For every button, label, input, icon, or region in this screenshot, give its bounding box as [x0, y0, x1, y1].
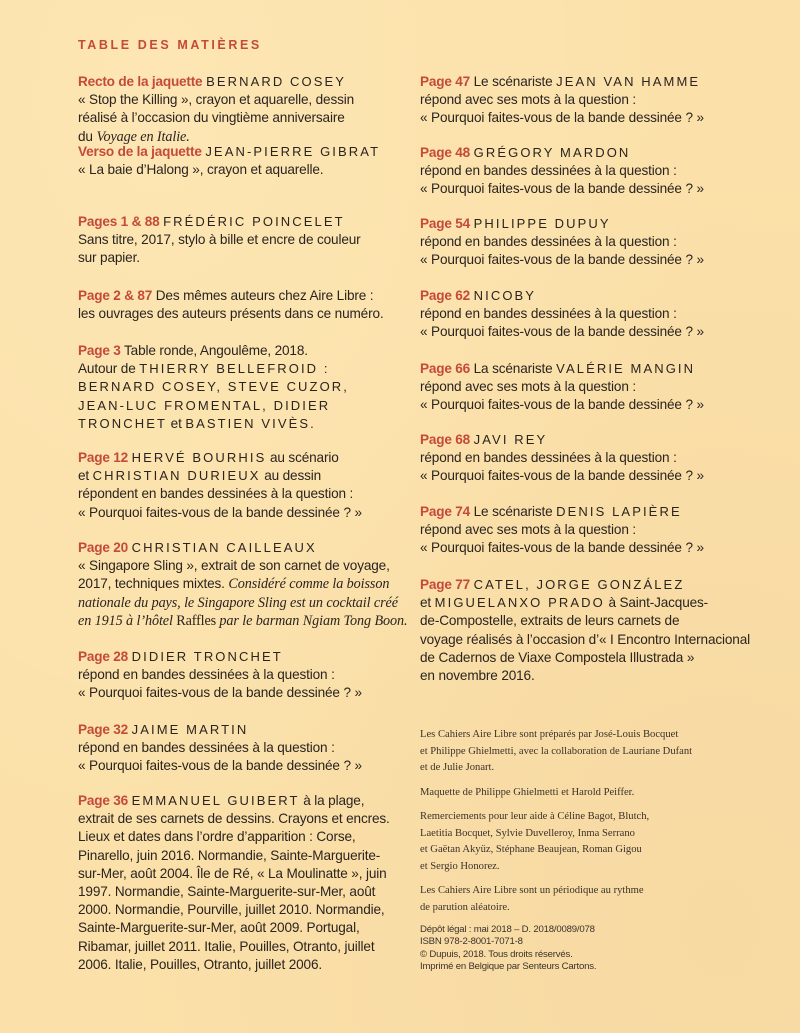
entry-text: répond en bandes dessinées à la question :: [78, 740, 335, 756]
entry-text: « Stop the Killing », crayon et aquarelle, dessin: [78, 92, 355, 108]
colophon-line: et Sergio Honorez.: [420, 860, 500, 872]
page-ref: Page 77: [420, 577, 470, 592]
entry-text: de Cadernos de Viaxe Compostela Illustrada »: [420, 649, 695, 665]
entry-text: Pinarello, juin 2016. Normandie, Sainte-Marguerite-: [78, 847, 381, 863]
entry-text: « Pourquoi faites-vous de la bande dessinée ? »: [78, 758, 362, 774]
author-name: VALÉRIE MANGIN: [556, 361, 696, 376]
entry-italic-text: Considéré comme la boisson: [228, 576, 390, 593]
page-ref: Page 36: [78, 793, 128, 808]
author-name: JAIME MARTIN: [131, 722, 249, 737]
author-name: JEAN VAN HAMME: [556, 74, 701, 89]
entry-text: extrait de ses carnets de dessins. Crayons et encres.: [78, 811, 390, 827]
toc-entry-page-77: [420, 576, 750, 685]
toc-entry-verso: [78, 143, 380, 179]
entry-text: répond en bandes dessinées à la question :: [420, 163, 677, 179]
page-ref: Page 74: [420, 504, 470, 519]
entry-text: et: [78, 468, 93, 484]
colophon-line: et Philippe Ghielmetti, avec la collaboration de Lauriane Dufant: [420, 745, 693, 757]
author-name: JEAN-PIERRE GIBRAT: [205, 144, 381, 159]
colophon-line: et de Julie Jonart.: [420, 762, 495, 773]
entry-text: « Pourquoi faites-vous de la bande dessinée ? »: [420, 181, 704, 197]
entry-italic-text: en 1915 à l’hôtel: [78, 612, 177, 629]
legal-deposit: Dépôt légal : mai 2018 – D. 2018/0089/078: [420, 924, 595, 935]
colophon-line: Laetitia Bocquet, Sylvie Duvelleroy, Inma Serrano: [420, 827, 635, 839]
entry-text: à la plage,: [299, 793, 365, 808]
entry-text: Le scénariste: [470, 504, 557, 519]
page-ref: Recto de la jaquette: [78, 74, 203, 89]
entry-text: 2017, techniques mixtes.: [78, 576, 229, 592]
entry-text: et: [167, 415, 186, 431]
colophon-line: Maquette de Philippe Ghielmetti et Harold Peiffer.: [420, 786, 635, 798]
author-name: CHRISTIAN CAILLEAUX: [131, 540, 317, 555]
toc-entry-page-12: [78, 449, 362, 522]
toc-entry-page-36: [78, 792, 390, 974]
entry-text: « Pourquoi faites-vous de la bande dessinée ? »: [78, 504, 362, 520]
entry-text: répond avec ses mots à la question :: [420, 522, 637, 538]
author-name: CHRISTIAN DURIEUX: [92, 468, 261, 484]
page-ref: Page 28: [78, 649, 128, 664]
entry-text: 1997. Normandie, Sainte-Marguerite-sur-Mer, août: [78, 884, 376, 900]
toc-entry-page-3: [78, 342, 349, 433]
page-ref: Page 62: [420, 288, 470, 303]
author-name: MIGUELANXO PRADO: [434, 595, 605, 611]
page-ref: Page 32: [78, 722, 128, 737]
entry-text: répond avec ses mots à la question :: [420, 92, 637, 108]
author-name: DENIS LAPIÈRE: [556, 504, 682, 519]
printer: Imprimé en Belgique par Senteurs Cartons.: [420, 961, 597, 973]
author-name: GRÉGORY MARDON: [473, 145, 631, 160]
entry-text: « Pourquoi faites-vous de la bande dessinée ? »: [420, 324, 704, 340]
page-ref: Page 54: [420, 216, 470, 231]
entry-text: 2006. Italie, Pouilles, Otranto, juillet 2006.: [78, 956, 322, 972]
colophon-line: Les Cahiers Aire Libre sont un périodique au rythme: [420, 885, 644, 896]
author-name: BASTIEN VIVÈS.: [185, 415, 316, 431]
colophon-layout: [420, 785, 692, 802]
entry-text: 2000. Normandie, Pourville, juillet 2010. Normandie,: [78, 902, 385, 918]
entry-text: répond avec ses mots à la question :: [420, 379, 637, 395]
author-names: JEAN-LUC FROMENTAL, DIDIER: [78, 397, 331, 413]
author-name: HERVÉ BOURHIS: [131, 450, 267, 465]
entry-text: Lieux et dates dans l’ordre d’apparition : Corse,: [78, 829, 356, 845]
colophon-thanks: [420, 809, 692, 875]
toc-entry-page-62: [420, 287, 704, 342]
page-ref: Page 20: [78, 540, 128, 555]
entry-text: répond en bandes dessinées à la question :: [420, 234, 677, 250]
author-name: JAVI REY: [473, 432, 548, 447]
colophon-line: de parution aléatoire.: [420, 901, 510, 913]
toc-entry-page-47: [420, 73, 704, 128]
author-name: PHILIPPE DUPUY: [473, 216, 611, 231]
entry-text: Des mêmes auteurs chez Aire Libre :: [155, 288, 374, 303]
entry-text: « Pourquoi faites-vous de la bande dessinée ? »: [420, 252, 704, 268]
toc-entry-page-66: [420, 360, 704, 415]
entry-text: La scénariste: [470, 361, 557, 376]
author-name: CATEL, JORGE GONZÁLEZ: [473, 577, 685, 592]
entry-text: au dessin: [260, 468, 322, 484]
entry-text: Autour de: [78, 361, 140, 377]
colophon-line: et Gaëtan Akyüz, Stéphane Beaujean, Roman Gigou: [420, 844, 642, 855]
entry-text: voyage réalisés à l’occasion d’« I Encontro Internacional: [420, 631, 750, 647]
entry-text: Le scénariste: [470, 74, 557, 89]
entry-text: « Pourquoi faites-vous de la bande dessinée ? »: [420, 397, 704, 413]
toc-entry-page-20: [78, 539, 407, 630]
entry-text: à Saint-Jacques-: [604, 595, 709, 611]
entry-text: « Singapore Sling », extrait de son carnet de voyage,: [78, 558, 390, 574]
entry-text: répond en bandes dessinées à la question :: [78, 667, 335, 683]
entry-text: réalisé à l’occasion du vingtième anniversaire: [78, 110, 345, 126]
isbn: ISBN 978-2-8001-7071-8: [420, 936, 523, 948]
author-names: BERNARD COSEY, STEVE CUZOR,: [78, 379, 350, 395]
toc-entry-recto: [78, 73, 354, 146]
entry-text: répond en bandes dessinées à la question :: [420, 450, 677, 466]
page-title: TABLE DES MATIÈRES: [78, 38, 262, 52]
toc-entry-page-74: [420, 503, 704, 558]
page-ref: Page 2 & 87: [78, 288, 153, 303]
page-ref: Pages 1 & 88: [78, 214, 160, 229]
work-title: Voyage en Italie.: [96, 128, 190, 145]
entry-text: Ribamar, juillet 2011. Italie, Pouilles, Otranto, juillet: [78, 938, 375, 954]
copyright: © Dupuis, 2018. Tous droits réservés.: [420, 948, 573, 960]
author-name: DIDIER TRONCHET: [131, 649, 283, 664]
colophon-line: Les Cahiers Aire Libre sont préparés par José-Louis Bocquet: [420, 729, 679, 740]
entry-text: au scénario: [266, 450, 339, 465]
entry-italic-text: par le barman Ngiam Tong Boon.: [215, 612, 408, 629]
page-ref: Verso de la jaquette: [78, 144, 202, 159]
entry-text: Table ronde, Angoulême, 2018.: [124, 343, 308, 358]
author-name: NICOBY: [473, 288, 537, 303]
entry-text: et: [420, 595, 435, 611]
entry-text: sur-Mer, août 2004. Île de Ré, « La Moulinatte », juin: [78, 865, 387, 881]
entry-text: « La baie d’Halong », crayon et aquarelle.: [78, 162, 324, 178]
entry-text: sur papier.: [78, 250, 140, 266]
page-ref: Page 66: [420, 361, 470, 376]
entry-italic-text: nationale du pays, le Singapore Sling est un cocktail créé: [78, 594, 398, 611]
toc-entry-page-54: [420, 215, 704, 270]
entry-text: les ouvrages des auteurs présents dans ce numéro.: [78, 306, 384, 322]
entry-text: répondent en bandes dessinées à la question :: [78, 486, 354, 502]
entry-text: « Pourquoi faites-vous de la bande dessinée ? »: [420, 540, 704, 556]
entry-text: « Pourquoi faites-vous de la bande dessinée ? »: [420, 110, 704, 126]
toc-entry-page-2-87: [78, 287, 384, 323]
toc-entry-page-48: [420, 144, 704, 199]
colophon-credits: [420, 727, 692, 777]
page-ref: Page 68: [420, 432, 470, 447]
author-name: TRONCHET: [78, 415, 168, 431]
entry-text: Sans titre, 2017, stylo à bille et encre de couleur: [78, 232, 361, 248]
author-name: BERNARD COSEY: [206, 74, 347, 89]
toc-entry-page-68: [420, 431, 704, 486]
legal-notice: [420, 924, 596, 974]
colophon-periodicity: [420, 883, 692, 916]
toc-entry-pages-1-88: [78, 213, 361, 268]
author-name: FRÉDÉRIC POINCELET: [163, 214, 345, 229]
colophon-line: Remerciements pour leur aide à Céline Bagot, Blutch,: [420, 811, 650, 822]
toc-entry-page-32: [78, 721, 362, 776]
toc-entry-page-28: [78, 648, 362, 703]
page-ref: Page 12: [78, 450, 128, 465]
entry-text: du: [78, 128, 97, 144]
author-name: THIERRY BELLEFROID :: [139, 361, 330, 377]
author-name: EMMANUEL GUIBERT: [131, 793, 300, 808]
entry-text: répond en bandes dessinées à la question :: [420, 306, 677, 322]
page-ref: Page 47: [420, 74, 470, 89]
entry-text: « Pourquoi faites-vous de la bande dessinée ? »: [420, 468, 704, 484]
page-ref: Page 48: [420, 145, 470, 160]
entry-text: de-Compostelle, extraits de leurs carnets de: [420, 613, 680, 629]
entry-text: Sainte-Marguerite-sur-Mer, août 2009. Portugal,: [78, 920, 360, 936]
entry-text: « Pourquoi faites-vous de la bande dessinée ? »: [78, 685, 362, 701]
entry-text: en novembre 2016.: [420, 668, 535, 684]
colophon: [420, 727, 692, 924]
page-ref: Page 3: [78, 343, 121, 358]
entry-text: Raffles: [176, 612, 216, 629]
